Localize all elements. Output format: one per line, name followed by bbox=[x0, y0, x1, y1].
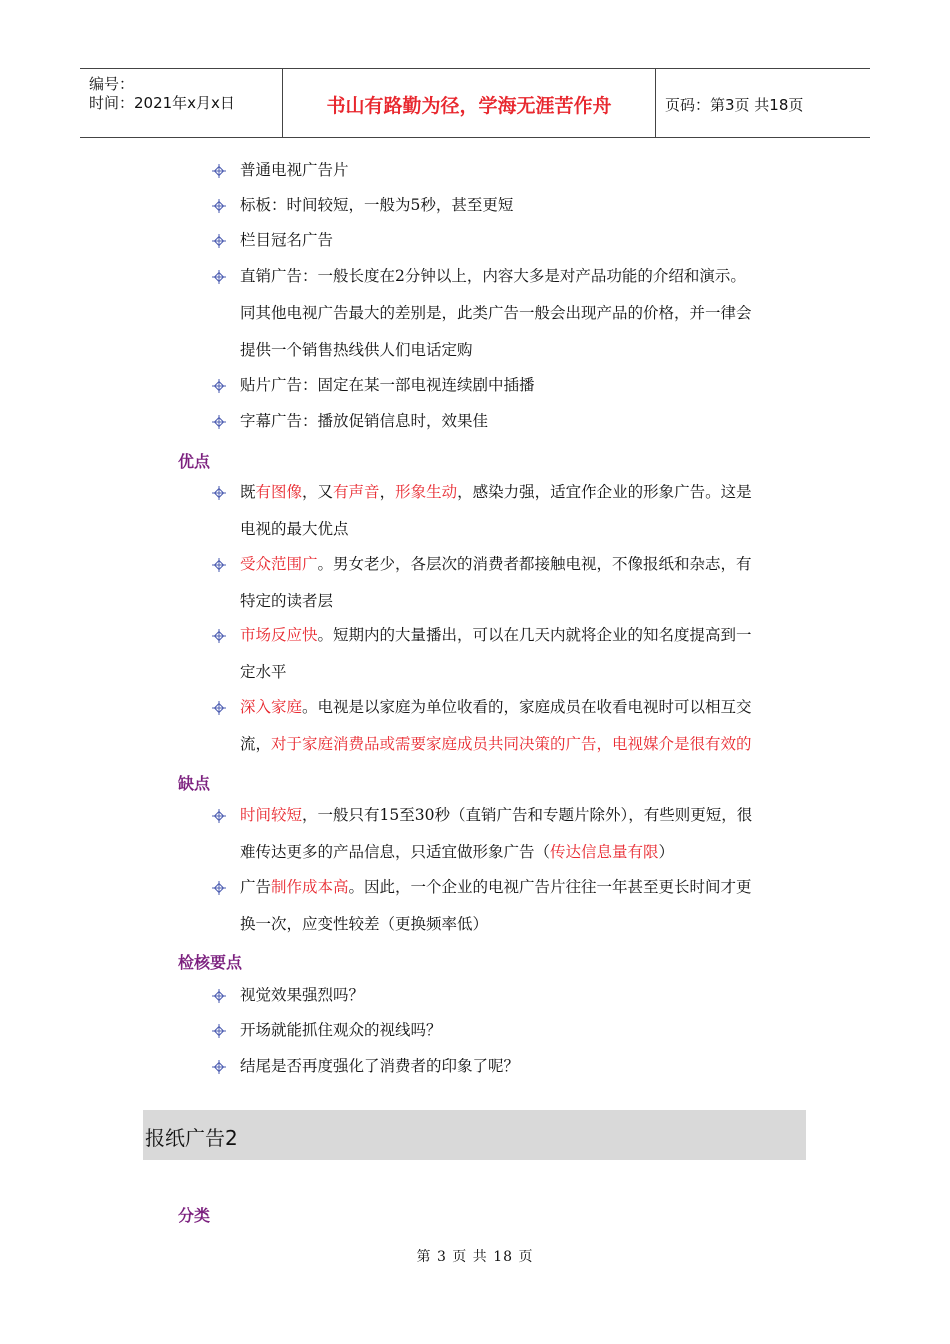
list-item-text: 直销广告：一般长度在2分钟以上，内容大多是对产品功能的介绍和演示。 bbox=[240, 267, 746, 285]
header-left-cell bbox=[80, 69, 282, 137]
time-label: 时间：2021年x月x日 bbox=[89, 94, 235, 112]
list-item-text: 标板：时间较短，一般为5秒，甚至更短 bbox=[240, 196, 514, 214]
diamond-bullet-icon bbox=[212, 234, 226, 248]
text: 。男女老少，各层次的消费者都接触电视，不像报纸和杂志，有 bbox=[317, 555, 752, 573]
text: 。电视是以家庭为单位收看的，家庭成员在收看电视时可以相互交 bbox=[302, 698, 752, 716]
header-right-cell bbox=[655, 69, 870, 137]
pros-item-1 bbox=[240, 474, 808, 548]
text: ，一般只有15至30秒（直销广告和专题片除外），有些则更短，很 bbox=[302, 806, 753, 824]
header-center-cell bbox=[282, 69, 656, 137]
highlight-text: 对于家庭消费品或需要家庭成员共同决策的广告，电视媒介是很有效的 bbox=[271, 735, 752, 753]
diamond-bullet-icon bbox=[212, 415, 226, 429]
list-item-caption-ad bbox=[240, 403, 808, 440]
diamond-bullet-icon bbox=[212, 164, 226, 178]
list-item-text: 开场就能抓住观众的视线吗？ bbox=[240, 1021, 442, 1039]
pros-item-3 bbox=[240, 617, 808, 691]
list-item-patch-ad bbox=[240, 367, 808, 404]
page-footer: 第 3 页 共 18 页 bbox=[416, 1249, 534, 1265]
highlight-text: 时间较短 bbox=[240, 806, 303, 824]
diamond-bullet-icon bbox=[212, 629, 226, 643]
list-item-board bbox=[240, 187, 808, 224]
text: 广告 bbox=[240, 878, 272, 896]
section-heading-pros: 优点 bbox=[178, 452, 211, 471]
cons-item-1 bbox=[240, 797, 808, 871]
diamond-bullet-icon bbox=[212, 701, 226, 715]
text: 既 bbox=[240, 483, 256, 501]
list-item-text: 栏目冠名广告 bbox=[240, 231, 334, 249]
number-label: 编号： bbox=[89, 75, 135, 93]
list-item-text: 视觉效果强烈吗？ bbox=[240, 986, 365, 1004]
heading-band bbox=[143, 1110, 806, 1160]
highlight-text: 有声音 bbox=[333, 483, 380, 501]
section-heading-category: 分类 bbox=[178, 1206, 211, 1225]
text: 换一次，应变性较差（更换频率低） bbox=[240, 915, 489, 933]
list-item-text: 提供一个销售热线供人们电话定购 bbox=[240, 341, 473, 359]
text: 定水平 bbox=[240, 663, 287, 681]
text: 特定的读者层 bbox=[240, 592, 334, 610]
list-item-text: 普通电视广告片 bbox=[240, 161, 349, 179]
highlight-text: 传达信息量有限 bbox=[550, 843, 659, 861]
list-item-text: 结尾是否再度强化了消费者的印象了呢？ bbox=[240, 1057, 520, 1075]
text: ， bbox=[379, 483, 396, 501]
pros-item-2 bbox=[240, 546, 808, 620]
list-item-direct-sales bbox=[240, 258, 808, 369]
page-info: 页码：第3页 共18页 bbox=[665, 96, 804, 114]
header-table bbox=[80, 68, 870, 138]
heading-title: 报纸广告2 bbox=[145, 1126, 238, 1150]
diamond-bullet-icon bbox=[212, 881, 226, 895]
list-item-ordinary-tv-ad bbox=[240, 152, 808, 189]
list-item-text: 贴片广告：固定在某一部电视连续剧中插播 bbox=[240, 376, 535, 394]
highlight-text: 深入家庭 bbox=[240, 698, 303, 716]
text: 流， bbox=[240, 735, 272, 753]
section-heading-cons: 缺点 bbox=[178, 774, 211, 793]
highlight-text: 制作成本高 bbox=[271, 878, 349, 896]
highlight-text: 受众范围广 bbox=[240, 555, 318, 573]
diamond-bullet-icon bbox=[212, 558, 226, 572]
cons-item-2 bbox=[240, 869, 808, 943]
pros-item-4 bbox=[240, 689, 808, 763]
list-item-column-naming bbox=[240, 222, 808, 259]
highlight-text: 形象生动 bbox=[395, 483, 458, 501]
highlight-text: 市场反应快 bbox=[240, 626, 318, 644]
diamond-bullet-icon bbox=[212, 809, 226, 823]
diamond-bullet-icon bbox=[212, 486, 226, 500]
diamond-bullet-icon bbox=[212, 270, 226, 284]
text: 。因此，一个企业的电视广告片往往一年甚至更长时间才更 bbox=[348, 878, 752, 896]
highlight-text: 有图像 bbox=[255, 483, 303, 501]
text: 。短期内的大量播出，可以在几天内就将企业的知名度提高到一 bbox=[317, 626, 752, 644]
diamond-bullet-icon bbox=[212, 379, 226, 393]
list-item-text: 同其他电视广告最大的差别是，此类广告一般会出现产品的价格，并一律会 bbox=[240, 304, 752, 322]
text: 难传达更多的产品信息，只适宜做形象广告（ bbox=[240, 843, 551, 861]
diamond-bullet-icon bbox=[212, 1060, 226, 1074]
diamond-bullet-icon bbox=[212, 989, 226, 1003]
checklist-item-3 bbox=[240, 1048, 808, 1085]
section-heading-checklist: 检核要点 bbox=[178, 953, 243, 972]
text: ，又 bbox=[302, 483, 334, 501]
checklist-item-2 bbox=[240, 1012, 808, 1049]
text: 电视的最大优点 bbox=[240, 520, 349, 538]
diamond-bullet-icon bbox=[212, 1024, 226, 1038]
checklist-item-1 bbox=[240, 977, 808, 1014]
text: ，感染力强，适宜作企业的形象广告。这是 bbox=[457, 483, 752, 501]
text: ） bbox=[658, 843, 675, 861]
list-item-text: 字幕广告：播放促销信息时，效果佳 bbox=[240, 412, 489, 430]
motto: 书山有路勤为径，学海无涯苦作舟 bbox=[326, 95, 612, 117]
diamond-bullet-icon bbox=[212, 199, 226, 213]
